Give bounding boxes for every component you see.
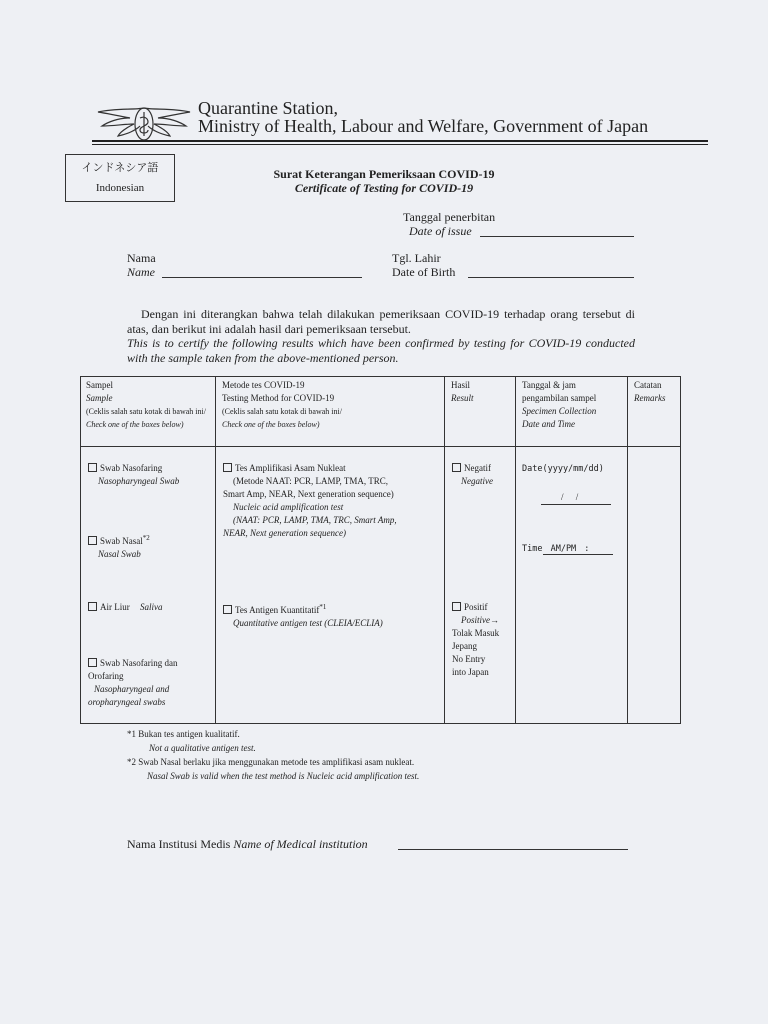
checkbox[interactable] xyxy=(452,602,461,611)
date-field[interactable] xyxy=(541,504,611,505)
footnote-1-en: Not a qualitative antigen test. xyxy=(149,743,256,753)
header-date-id1: Tanggal & jam xyxy=(522,380,576,390)
footnote-marker: *2 xyxy=(142,534,150,542)
issue-date-label-id: Tanggal penerbitan xyxy=(403,210,496,224)
table-divider xyxy=(215,376,216,724)
header-datetime xyxy=(522,379,596,431)
header-remarks-en: Remarks xyxy=(634,393,666,403)
date-slashes: / / xyxy=(561,492,579,502)
method-label: Tes Amplifikasi Asam Nukleat xyxy=(235,463,346,473)
header-sample-en: Sample xyxy=(86,393,113,403)
certificate-title-en: Certificate of Testing for COVID-19 xyxy=(294,181,474,195)
method-label: Tes Antigen Kuantitatif xyxy=(235,605,320,615)
issue-date-label-en: Date of issue xyxy=(409,224,472,238)
sample-label-en: Nasopharyngeal and xyxy=(94,684,170,694)
checkbox[interactable] xyxy=(223,605,232,614)
dob-label-en: Date of Birth xyxy=(392,265,456,279)
sample-label: Air Liur xyxy=(100,602,130,612)
table-divider xyxy=(627,376,628,724)
header-method-note-en: Check one of the boxes below) xyxy=(222,420,320,429)
header-line-1: Quarantine Station, xyxy=(198,98,338,118)
checkbox[interactable] xyxy=(88,658,97,667)
sample-label-en: Saliva xyxy=(140,602,163,612)
checkbox[interactable] xyxy=(452,463,461,472)
footnote-marker: *1 xyxy=(319,603,327,611)
checkbox[interactable] xyxy=(223,463,232,472)
method-option-naat[interactable] xyxy=(223,462,443,540)
footnote-1: *1 Bukan tes antigen kualitatif. xyxy=(127,729,240,739)
header-date-en2: Date and Time xyxy=(522,419,575,429)
result-option-positive[interactable] xyxy=(452,601,499,679)
result-label: Positif xyxy=(464,602,488,612)
checkbox[interactable] xyxy=(88,602,97,611)
sample-label-2: Orofaring xyxy=(88,671,124,681)
table-divider xyxy=(515,376,516,724)
header-result-en: Result xyxy=(451,393,474,403)
sample-label-en: Nasal Swab xyxy=(98,549,141,559)
header-sample-id: Sampel xyxy=(86,380,113,390)
header-method xyxy=(222,379,442,431)
header-date-id2: pengambilan sampel xyxy=(522,393,597,403)
method-label-en: Nucleic acid amplification test xyxy=(233,502,344,512)
method-label-en-2: (NAAT: PCR, LAMP, TMA, TRC, Smart Amp, xyxy=(233,515,397,525)
sample-option-nasopharyngeal[interactable] xyxy=(88,462,179,488)
header-remarks xyxy=(634,379,666,405)
method-label-2: (Metode NAAT: PCR, LAMP, TMA, TRC, xyxy=(233,476,388,486)
institution-label xyxy=(127,837,368,852)
header-date-en1: Specimen Collection xyxy=(522,406,597,416)
statement-id: Dengan ini diterangkan bahwa telah dilakukan pemeriksaan COVID-19 terhadap orang tersebut di atas, dan berikut ini adalah hasil dari pemeriksaan tersebut. xyxy=(127,307,635,336)
result-label-en: Negative xyxy=(461,476,493,486)
sample-label: Swab Nasal xyxy=(100,536,143,546)
sample-label-en-2: oropharyngeal swabs xyxy=(88,697,166,707)
header-result xyxy=(451,379,474,405)
dob-label-id: Tgl. Lahir xyxy=(392,251,441,265)
result-note: No Entry xyxy=(452,654,486,664)
result-option-negative[interactable] xyxy=(452,462,493,488)
header-method-en: Testing Method for COVID-19 xyxy=(222,393,335,403)
institution-label-id: Nama Institusi Medis xyxy=(127,837,231,851)
result-label: Negatif xyxy=(464,463,491,473)
header-rule-thick xyxy=(92,140,708,142)
sample-option-naso-oro[interactable] xyxy=(88,657,177,709)
sample-label: Swab Nasofaring dan xyxy=(100,658,178,668)
header-result-id: Hasil xyxy=(451,380,470,390)
sample-label: Swab Nasofaring xyxy=(100,463,163,473)
date-label: Date(yyyy/mm/dd) xyxy=(522,464,604,474)
header-sample xyxy=(86,379,212,431)
footnote-2: *2 Swab Nasal berlaku jika menggunakan metode tes amplifikasi asam nukleat. xyxy=(127,757,415,767)
sample-option-nasal[interactable] xyxy=(88,532,150,561)
header-line-2: Ministry of Health, Labour and Welfare, Government of Japan xyxy=(198,116,649,136)
sample-option-saliva[interactable] xyxy=(88,601,163,614)
method-option-antigen[interactable] xyxy=(223,601,443,630)
header-method-id: Metode tes COVID-19 xyxy=(222,380,305,390)
sample-label-en: Nasopharyngeal Swab xyxy=(98,476,180,486)
name-label-en: Name xyxy=(127,265,155,279)
method-label-en: Quantitative antigen test (CLEIA/ECLIA) xyxy=(233,618,383,628)
language-en: Indonesian xyxy=(95,182,145,194)
name-label-id: Nama xyxy=(127,251,156,265)
result-note: Tolak Masuk xyxy=(452,628,500,638)
header-method-note: (Ceklis salah satu kotak di bawah ini/ xyxy=(222,407,342,416)
method-label-en-3: NEAR, Next generation sequence) xyxy=(223,528,346,538)
header-sample-note: (Ceklis salah satu kotak di bawah ini/ xyxy=(86,407,206,416)
table-divider xyxy=(444,376,445,724)
name-field[interactable] xyxy=(162,277,362,278)
checkbox[interactable] xyxy=(88,463,97,472)
footnote-2-en: Nasal Swab is valid when the test method is Nucleic acid amplification test. xyxy=(147,771,420,781)
time-field[interactable] xyxy=(543,554,613,555)
dob-field[interactable] xyxy=(468,277,634,278)
institution-label-en: Name of Medical institution xyxy=(233,837,368,851)
result-label-en: Positive→ xyxy=(461,615,499,625)
result-note: Jepang xyxy=(452,641,477,651)
table-header-divider xyxy=(80,446,681,447)
checkbox[interactable] xyxy=(88,536,97,545)
header-rule-thin xyxy=(92,144,708,145)
certificate-title-id: Surat Keterangan Pemeriksaan COVID-19 xyxy=(273,167,495,181)
language-jp: インドネシア語 xyxy=(81,161,159,174)
header-remarks-id: Catatan xyxy=(634,380,662,390)
time-label: Time AM/PM : xyxy=(522,544,590,554)
result-note: into Japan xyxy=(452,667,489,677)
method-label-3: Smart Amp, NEAR, Next generation sequence) xyxy=(223,489,394,499)
statement-en: This is to certify the following results which have been confirmed by testing for COVID-19 conducted with the sample taken from the above-mentioned person. xyxy=(127,336,635,365)
institution-field[interactable] xyxy=(398,849,628,850)
issue-date-field[interactable] xyxy=(480,236,634,237)
header-sample-note-en: Check one of the boxes below) xyxy=(86,420,184,429)
